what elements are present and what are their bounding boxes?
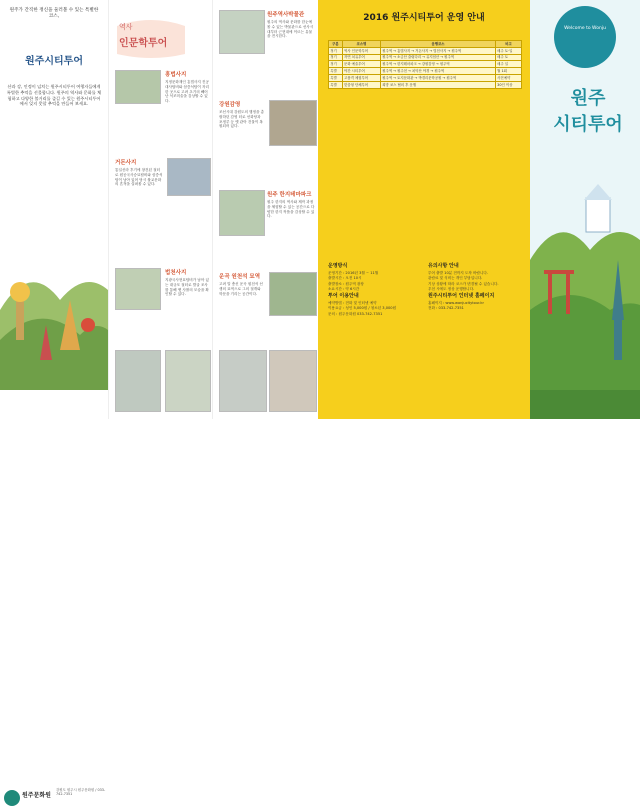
table-row — [329, 68, 522, 75]
cover-title: 원주시티투어 — [25, 56, 83, 67]
info-item: 문의 : 원주문화원 033-742-7351 — [328, 311, 383, 316]
info-item: 전화 : 033-742-7351 — [428, 306, 464, 311]
site-photo — [165, 350, 211, 412]
table-cell: 문화 예술투어 — [342, 61, 380, 68]
info-item: 투어 출발 10분 전까지 도착 바랍니다. — [428, 270, 489, 275]
table-header: 비고 — [495, 41, 521, 48]
intro-text: 원주가 간직한 정신을 둘러볼 수 있는 특별한 코스, — [9, 8, 99, 20]
site-photo — [269, 350, 317, 412]
table-cell: 맞춤형 단체투어 — [342, 81, 380, 88]
welcome-text: Welcome to Wonju — [564, 26, 606, 31]
site-photo — [167, 158, 211, 196]
table-cell: 희망 코스 협의 후 운행 — [381, 81, 496, 88]
landscape-illustration — [530, 150, 640, 419]
site-title: 운곡 원천석 묘역 — [219, 274, 261, 280]
table-header: 코스명 — [342, 41, 380, 48]
cover-title-main: 원주 — [570, 88, 606, 109]
table-cell: 특별 — [329, 74, 343, 81]
site-title: 법천사지 — [165, 270, 187, 276]
table-row — [329, 47, 522, 54]
site-description: 원주의 역사와 문화를 한눈에 볼 수 있는 박물관으로 선사시대부터 근현대에 이르는 유물을 전시한다. — [267, 20, 314, 39]
site-description: 지광국사현묘탑비가 남아 있는 대규모 절터로 발굴 조사를 통해 옛 사찰의 모습을 확인할 수 있다. — [165, 278, 209, 297]
cover-left-panel — [0, 0, 108, 799]
table-row — [329, 81, 522, 88]
site-photo — [115, 350, 161, 412]
table-cell: 원주역 → 원주천 → 치악산 야경 → 원주역 — [381, 68, 496, 75]
section-heading: 원주시티투어 인터넷 홈페이지 — [428, 293, 495, 300]
site-description: 통일신라 후기에 창건된 절터로 원공국사승묘탑비와 삼층석탑이 남아 있어 당시 불교문화의 흔적을 살펴볼 수 있다. — [115, 168, 163, 187]
site-description: 원주 한지의 역사와 제작 과정을 체험할 수 있는 공간으로 다양한 한지 작품을 감상할 수 있다. — [267, 200, 315, 219]
info-column-right — [428, 262, 522, 312]
cover-right-panel — [530, 0, 640, 419]
site-description: 고려 말 충신 운곡 원천석 선생의 묘역으로 그의 절개와 학문을 기리는 공간이다. — [219, 282, 263, 296]
category-small: 역사 — [119, 23, 133, 31]
cover-title-sub: 시티투어 — [553, 114, 623, 135]
info-item: 우천 시에도 정상 운행합니다. — [428, 287, 475, 292]
table-cell: 정기 — [329, 61, 343, 68]
table-row — [329, 61, 522, 68]
site-photo — [219, 350, 267, 412]
info-item: 이용요금 : 성인 5,000원 / 청소년 3,000원 — [328, 306, 397, 311]
info-item: 출발시간 : 오전 10시 — [328, 276, 362, 281]
table-cell: 정기 — [329, 54, 343, 61]
info-item: 홈페이지 : www.wonjucitytour.kr — [428, 300, 484, 305]
welcome-circle — [554, 6, 616, 68]
table-cell: 고품격 체험투어 — [342, 74, 380, 81]
table-cell: 특별 — [329, 81, 343, 88]
table-header: 구분 — [329, 41, 343, 48]
site-title: 거돈사지 — [115, 160, 137, 166]
table-cell: 사전예약 — [495, 74, 521, 81]
hills-illustration — [0, 230, 108, 390]
footer-info: 강원도 원주시 원주문화원 / 033-742-7351 — [56, 788, 106, 797]
site-photo — [269, 272, 317, 316]
site-photo — [269, 100, 317, 146]
site-title: 원주 한지테마파크 — [267, 192, 312, 198]
table-row — [329, 54, 522, 61]
footer — [0, 392, 108, 799]
table-cell: 매주 토 — [495, 54, 521, 61]
table-cell: 원주역 → 소금산 출렁다리 → 뮤지엄산 → 원주역 — [381, 54, 496, 61]
site-description: 조선시대 강원도의 행정을 총괄하던 감영 터로 선화당과 포정루 등 옛 관아 건물이 복원되어 있다. — [219, 110, 265, 129]
info-item: 예약방법 : 전화 및 인터넷 예약 — [328, 300, 377, 305]
site-description: 지정문화재인 흥법사지 진공대사탑비와 삼층석탑이 자리한 곳으로 고려 초기의 빼어난 석조미술을 감상할 수 있다. — [165, 80, 209, 104]
table-cell: 원주역 → 한지테마파크 → 강원감영 → 원주역 — [381, 61, 496, 68]
table-cell: 원주역 → 토지문화관 → 박경리문학공원 → 원주역 — [381, 74, 496, 81]
table-cell: 특별 — [329, 68, 343, 75]
site-photo — [115, 268, 161, 310]
info-item: 출발장소 : 원주역 광장 — [328, 281, 364, 286]
table-cell: 정기 — [329, 47, 343, 54]
info-heading: 2016 원주시티투어 운영 안내 — [363, 13, 485, 23]
logo-icon — [4, 790, 20, 806]
table-cell: 야간 시티투어 — [342, 68, 380, 75]
table-row — [329, 74, 522, 81]
section-heading: 운영방식 — [328, 263, 348, 269]
site-title: 원주역사박물관 — [267, 12, 305, 18]
info-item: 관람료 및 식비는 개인 부담입니다. — [428, 276, 483, 281]
table-cell: 역사 인문학투어 — [342, 47, 380, 54]
site-photo — [115, 70, 161, 104]
site-photo — [219, 10, 265, 54]
site-title: 흥법사지 — [165, 72, 187, 78]
schedule-table — [328, 40, 522, 89]
cover-description: 산과 강, 인정이 넘치는 원주시티투어 여행자들에게 특별한 추억을 선물합니다. 원주의 역사와 문화를 체험하고 다양한 볼거리를 즐길 수 있는 원주시티투어에서 잊지 못할 추억을 만들어 보세요. — [6, 84, 102, 107]
table-cell: 매주 토·일 — [495, 47, 521, 54]
logo-text: 원주문화원 — [22, 792, 51, 799]
table-header-row — [329, 41, 522, 48]
table-header: 운행코스 — [381, 41, 496, 48]
section-heading: 투어 이용안내 — [328, 293, 359, 300]
section-heading: 유의사항 안내 — [428, 263, 459, 269]
info-panel — [318, 0, 530, 419]
info-column-left — [328, 262, 420, 317]
table-cell: 원주역 → 흥법사지 → 거돈사지 → 법천사지 → 원주역 — [381, 47, 496, 54]
category-title: 인문학투어 — [119, 38, 168, 49]
table-cell: 30인 이상 — [495, 81, 521, 88]
humanities-panel-left — [108, 0, 213, 419]
info-item: 기상 상황에 따라 코스가 변경될 수 있습니다. — [428, 281, 499, 286]
table-cell: 자연 치유투어 — [342, 54, 380, 61]
humanities-panel-right — [212, 0, 319, 419]
table-cell: 월 1회 — [495, 68, 521, 75]
site-photo — [219, 190, 265, 236]
site-title: 강원감영 — [219, 102, 241, 108]
info-item: 운영기간 : 2016년 3월 ~ 11월 — [328, 270, 379, 275]
table-cell: 매주 일 — [495, 61, 521, 68]
info-item: 소요시간 : 약 6시간 — [328, 287, 360, 292]
